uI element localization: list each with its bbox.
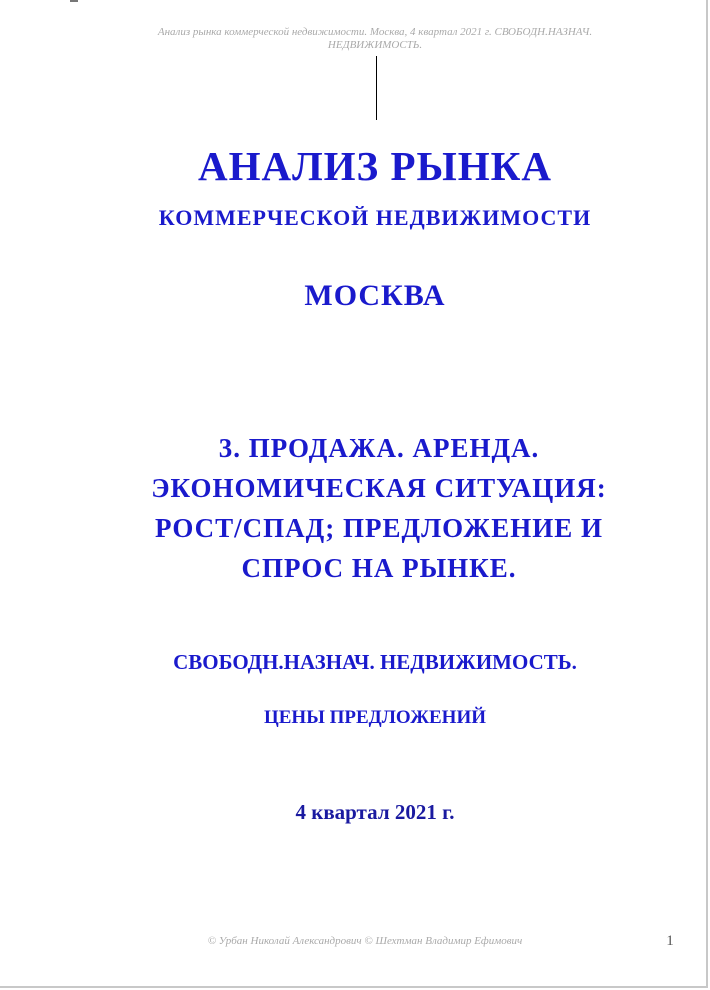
- footer-authors: © Урбан Николай Александрович © Шехтман Владимир Ефимович: [207, 935, 523, 947]
- vertical-divider: [376, 56, 377, 120]
- city-title: МОСКВА: [304, 279, 446, 312]
- section-title-line: ЭКОНОМИЧЕСКАЯ СИТУАЦИЯ:: [151, 473, 607, 503]
- running-header-line-2: НЕДВИЖИМОСТЬ.: [327, 39, 423, 51]
- page-number: 1: [666, 933, 674, 949]
- page-title: АНАЛИЗ РЫНКА: [198, 143, 552, 189]
- page-subtitle: КОММЕРЧЕСКОЙ НЕДВИЖИМОСТИ: [158, 205, 592, 230]
- section-title-line: СПРОС НА РЫНКЕ.: [241, 553, 517, 583]
- section-title-line: 3. ПРОДАЖА. АРЕНДА.: [218, 433, 540, 463]
- period-label: 4 квартал 2021 г.: [295, 800, 455, 824]
- corner-mark: [70, 0, 78, 2]
- running-header: [100, 26, 650, 52]
- prices-title: ЦЕНЫ ПРЕДЛОЖЕНИЙ: [263, 707, 487, 728]
- section-title-line: РОСТ/СПАД; ПРЕДЛОЖЕНИЕ И: [155, 513, 603, 543]
- segment-title: СВОБОДН.НАЗНАЧ. НЕДВИЖИМОСТЬ.: [173, 650, 577, 674]
- section-title: [4, 428, 710, 588]
- running-header-line-1: Анализ рынка коммерческой недвижимости. Москва, 4 квартал 2021 г. СВОБОДН.НАЗНАЧ.: [157, 26, 593, 38]
